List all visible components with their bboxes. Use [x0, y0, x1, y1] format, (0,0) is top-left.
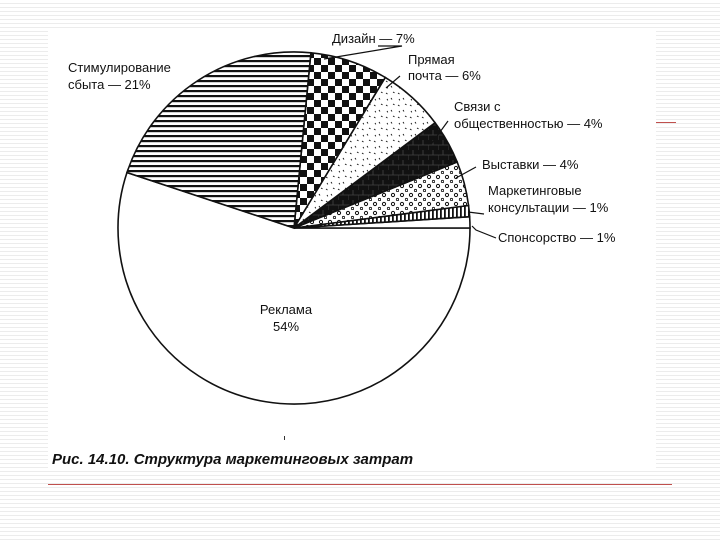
accent-rule-top — [656, 122, 676, 123]
leader-line — [324, 46, 402, 59]
leader-line — [472, 226, 496, 238]
slice-label — [488, 183, 609, 215]
slice-label-line: Выставки — 4% — [482, 157, 579, 172]
pie-chart — [48, 30, 656, 470]
slice-label — [68, 60, 171, 92]
chart-caption: Рис. 14.10. Структура маркетинговых затрат — [52, 451, 414, 468]
slice-label-line: Дизайн — 7% — [332, 31, 415, 46]
slice-label — [482, 157, 579, 172]
slice-label-line: 54% — [272, 319, 300, 334]
slice-label — [498, 230, 616, 245]
leader-line — [468, 212, 484, 214]
slide-panel — [48, 30, 656, 470]
slice-label-line: Связи с — [454, 99, 501, 114]
accent-rule-bottom — [48, 484, 672, 485]
slice-label — [408, 52, 481, 83]
slice-label-line: сбыта — 21% — [68, 77, 151, 92]
slice-label-line: общественностью — 4% — [454, 116, 603, 131]
slice-label-line: Спонсорство — 1% — [498, 230, 616, 245]
tick-mark — [284, 436, 285, 440]
slice-label-line: Реклама — [259, 302, 313, 317]
slice-label-line: консультации — 1% — [488, 200, 609, 215]
slice-label-line: почта — 6% — [408, 68, 481, 83]
slice-label-line: Маркетинговые — [488, 183, 582, 198]
slice-label — [332, 31, 415, 46]
slice-label-line: Прямая — [408, 52, 455, 67]
slice-label — [454, 99, 603, 131]
slice-label-line: Стимулирование — [68, 60, 171, 75]
